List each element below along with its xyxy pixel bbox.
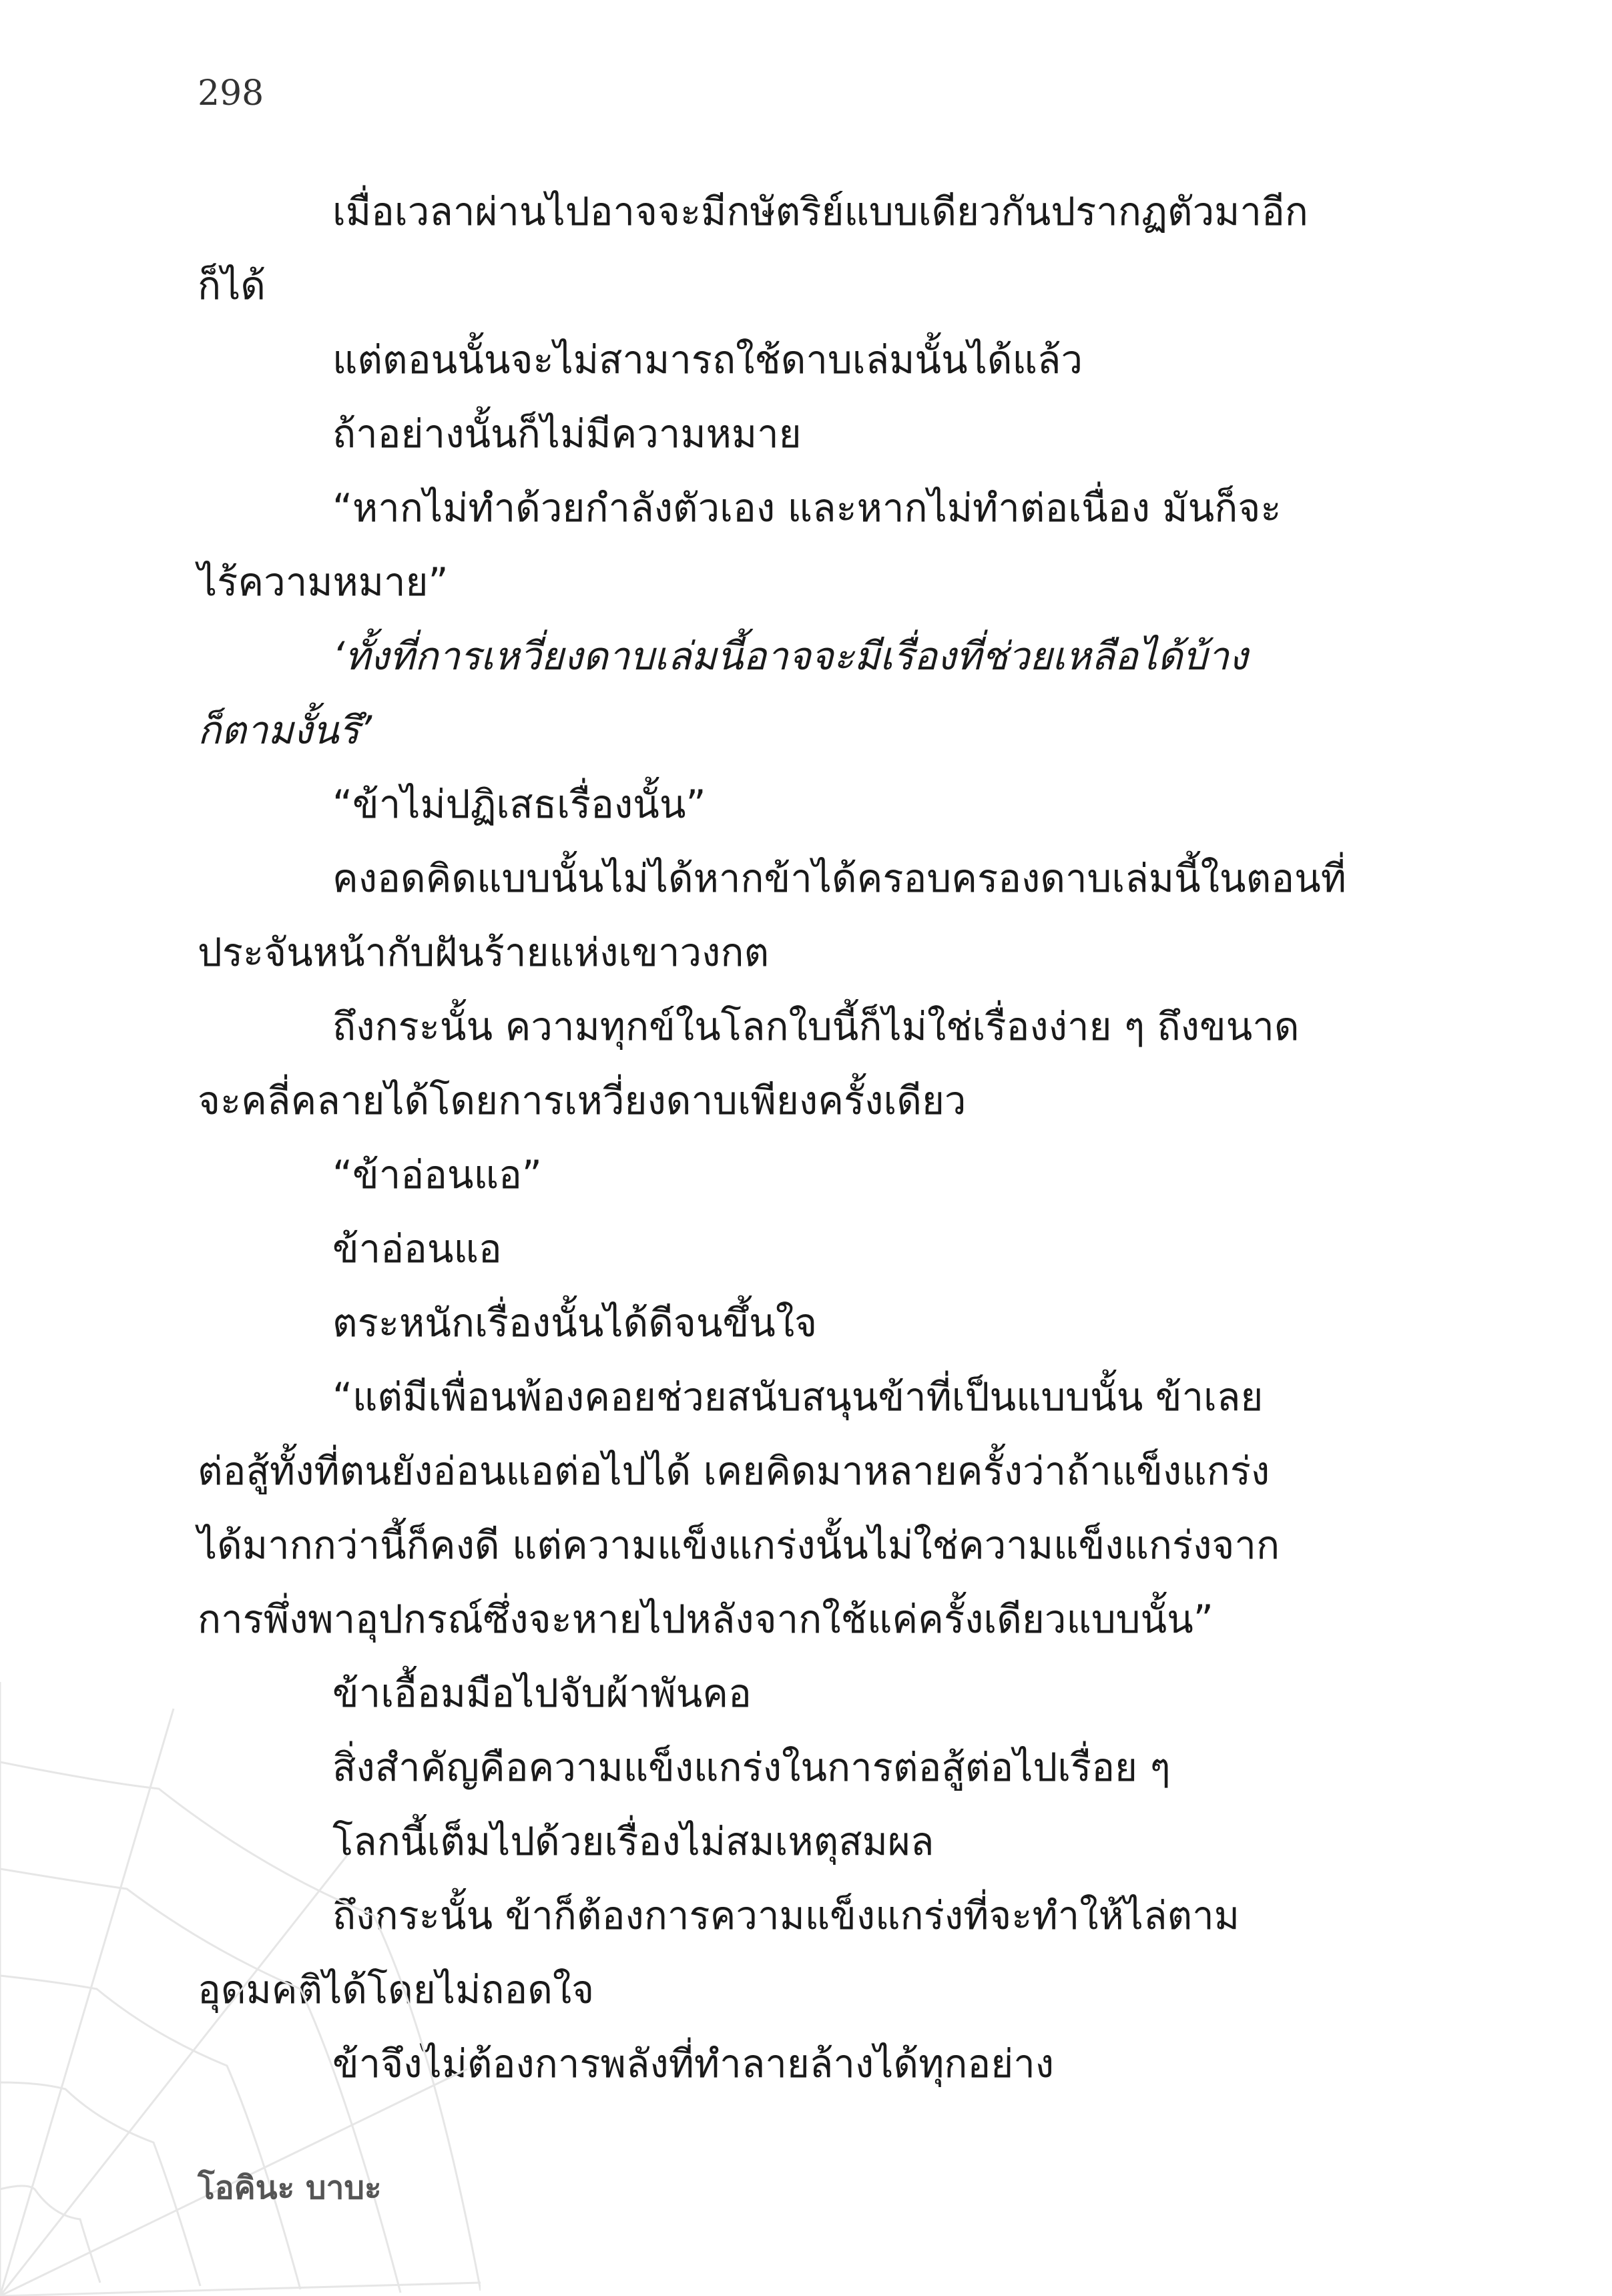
text-line: ถึงกระนั้น ข้าก็ต้องการความแข็งแกร่งที่จะทำให้ไล่ตาม <box>332 1893 1240 1938</box>
text-line: ประจันหน้ากับฝันร้ายแห่งเขาวงกต <box>198 930 770 975</box>
text-line: ก็ตามงั้นรึ’ <box>198 707 372 753</box>
text-line: ได้มากกว่านี้ก็คงดี แต่ความแข็งแกร่งนั้นไม่ใช่ความแข็งแกร่งจาก <box>198 1522 1280 1568</box>
text-line: โลกนี้เต็มไปด้วยเรื่องไม่สมเหตุสมผล <box>332 1819 934 1864</box>
text-line: การพึ่งพาอุปกรณ์ซึ่งจะหายไปหลังจากใช้แค่ครั้งเดียวแบบนั้น” <box>198 1597 1214 1642</box>
text-line: ถ้าอย่างนั้นก็ไม่มีความหมาย <box>332 411 802 457</box>
text-line: ข้าจึงไม่ต้องการพลังที่ทำลายล้างได้ทุกอย่าง <box>332 2041 1055 2086</box>
text-line: ต่อสู้ทั้งที่ตนยังอ่อนแอต่อไปได้ เคยคิดมาหลายครั้งว่าถ้าแข็งแกร่ง <box>198 1448 1270 1494</box>
text-line: แต่ตอนนั้นจะไม่สามารถใช้ดาบเล่มนั้นได้แล้ว <box>332 337 1083 382</box>
page-number: 298 <box>198 73 264 113</box>
text-line: “ข้าไม่ปฏิเสธเรื่องนั้น” <box>332 782 706 827</box>
text-line: เมื่อเวลาผ่านไปอาจจะมีกษัตริย์แบบเดียวกันปรากฏตัวมาอีก <box>332 189 1308 234</box>
text-line: “ข้าอ่อนแอ” <box>332 1152 542 1197</box>
text-line: “แต่มีเพื่อนพ้องคอยช่วยสนับสนุนข้าที่เป็นแบบนั้น ข้าเลย <box>332 1374 1264 1420</box>
text-line: ไร้ความหมาย” <box>198 559 449 605</box>
text-line: ข้าเอื้อมมือไปจับผ้าพันคอ <box>332 1671 752 1716</box>
text-line: สิ่งสำคัญคือความแข็งแกร่งในการต่อสู้ต่อไปเรื่อย ๆ <box>332 1745 1171 1790</box>
text-line: “หากไม่ทำด้วยกำลังตัวเอง และหากไม่ทำต่อเนื่อง มันก็จะ <box>332 485 1282 531</box>
text-line: ‘ทั้งที่การเหวี่ยงดาบเล่มนี้อาจจะมีเรื่องที่ช่วยเหลือได้บ้าง <box>332 633 1248 679</box>
text-line: อุดมคติได้โดยไม่ถอดใจ <box>198 1967 595 2012</box>
text-line: ข้าอ่อนแอ <box>332 1226 502 1271</box>
text-line: ถึงกระนั้น ความทุกข์ในโลกใบนี้ก็ไม่ใช่เรื่องง่าย ๆ ถึงขนาด <box>332 1004 1300 1049</box>
text-line: คงอดคิดแบบนั้นไม่ได้หากข้าได้ครอบครองดาบเล่มนี้ในตอนที่ <box>332 856 1346 901</box>
text-line: จะคลี่คลายได้โดยการเหวี่ยงดาบเพียงครั้งเดียว <box>198 1078 967 1123</box>
text-line: ก็ได้ <box>198 263 266 308</box>
author-name: โอคินะ บาบะ <box>198 2169 382 2207</box>
text-line: ตระหนักเรื่องนั้นได้ดีจนขึ้นใจ <box>332 1300 818 1346</box>
